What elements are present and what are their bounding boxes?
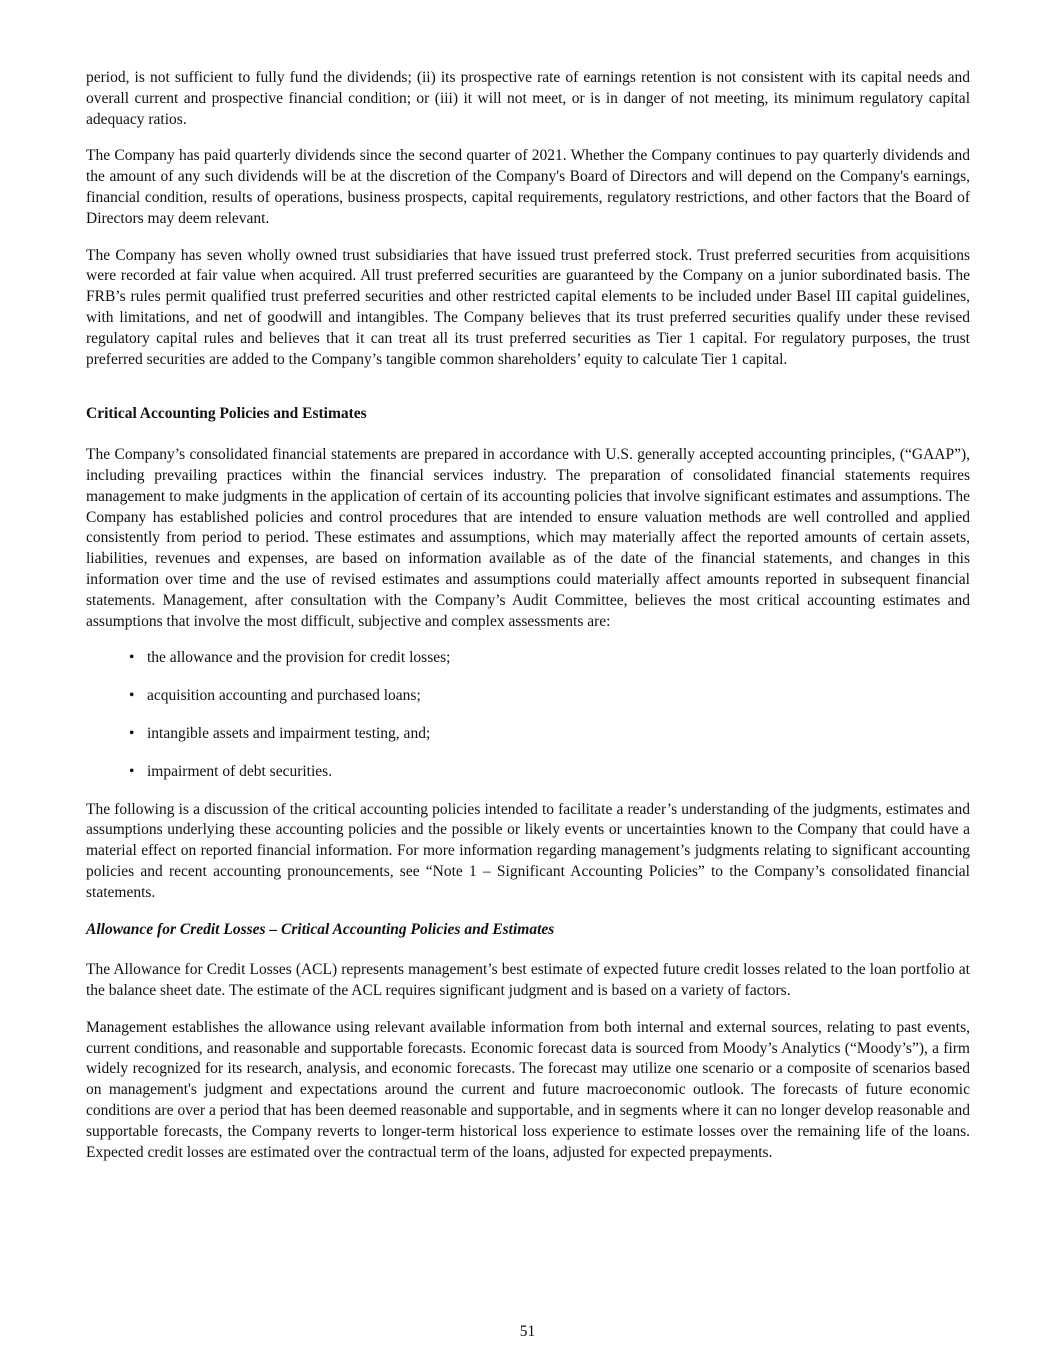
critical-estimates-list <box>86 648 970 782</box>
paragraph-acl-definition: The Allowance for Credit Losses (ACL) represents management’s best estimate of expected future credit losses related to the loan portfolio at the balance sheet date. The estimate of the ACL requires significant judgment and is based on a variety of factors. <box>86 961 970 1000</box>
section-heading-critical-accounting: Critical Accounting Policies and Estimates <box>86 405 367 423</box>
list-item-text: the allowance and the provision for credit losses; <box>147 649 451 667</box>
list-item <box>86 724 970 745</box>
paragraph-trust-preferred: The Company has seven wholly owned trust subsidiaries that have issued trust preferred stock. Trust preferred securities from acquisitions were recorded at fair value when acquired. All trust preferred securities are guaranteed by the Company on a junior subordinated basis. The FRB’s rules permit qualified trust preferred securities and other restricted capital elements to be included under Basel III capital guidelines, with limitations, and net of goodwill and intangibles. The Company believes that its trust preferred securities qualify under these revised regulatory capital rules and believes that it can treat all its trust preferred securities as Tier 1 capital. For regulatory purposes, the trust preferred securities are added to the Company’s tangible common shareholders’ equity to calculate Tier 1 capital. <box>86 246 970 368</box>
page-number: 51 <box>519 1323 536 1340</box>
paragraph-acl-methodology: Management establishes the allowance using relevant available information from both internal and external sources, relating to past events, current conditions, and reasonable and supportable forecasts. Economic forecast data is sourced from Moody’s Analytics (“Moody’s”), a firm widely recognized for its research, analysis, and economic forecasts. The forecast may utilize one scenario or a composite of scenarios based on management's judgment and expectations around the current and future macroeconomic outlook. The forecasts of future economic conditions are over a period that has been deemed reasonable and supportable, and in segments where it can no longer develop reasonable and supportable forecasts, the Company reverts to longer-term historical loss experience to estimate losses over the remaining life of the loans. Expected credit losses are estimated over the contractual term of the loans, adjusted for expected prepayments. <box>86 1018 970 1161</box>
subsection-heading-acl: Allowance for Credit Losses – Critical Accounting Policies and Estimates <box>86 920 555 938</box>
paragraph-quarterly-dividends: The Company has paid quarterly dividends since the second quarter of 2021. Whether the Company continues to pay quarterly dividends and the amount of any such dividends will be at the discretion of the Company's Board of Directors and will depend on the Company's earnings, financial condition, results of operations, business prospects, capital requirements, regulatory restrictions, and other factors that the Board of Directors may deem relevant. <box>86 147 970 227</box>
paragraph-critical-intro: The Company’s consolidated financial statements are prepared in accordance with U.S. generally accepted accounting principles, (“GAAP”), including prevailing practices within the financial services industry. The preparation of consolidated financial statements requires management to make judgments in the application of certain of its accounting policies that involve significant estimates and assumptions. The Company has established policies and control procedures that are intended to ensure valuation methods are well controlled and applied consistently from period to period. These estimates and assumptions, which may materially affect the reported amounts of certain assets, liabilities, revenues and expenses, are based on information available as of the date of the financial statements, and changes in this information over time and the use of revised estimates and assumptions could materially affect amounts reported in subsequent financial statements. Management, after consultation with the Company’s Audit Committee, believes the most critical accounting estimates and assumptions that involve the most difficult, subjective and complex assessments are: <box>86 446 970 630</box>
list-item-text: intangible assets and impairment testing, and; <box>147 724 431 742</box>
list-item <box>86 762 970 783</box>
list-item <box>86 648 970 669</box>
bullet-icon: • <box>129 724 135 742</box>
bullet-icon: • <box>129 649 135 667</box>
paragraph-dividend-restrictions: period, is not sufficient to fully fund the dividends; (ii) its prospective rate of earnings retention is not consistent with its capital needs and overall current and prospective financial condition; or (iii) it will not meet, or is in danger of not meeting, its minimum regulatory capital adequacy ratios. <box>86 69 970 128</box>
bullet-icon: • <box>129 762 135 780</box>
list-item-text: acquisition accounting and purchased loans; <box>147 687 421 705</box>
paragraph-critical-discussion: The following is a discussion of the critical accounting policies intended to facilitate a reader’s understanding of the judgments, estimates and assumptions underlying these accounting policies and the possible or likely events or uncertainties known to the Company that could have a material effect on reported financial information. For more information regarding management’s judgments relating to significant accounting policies and recent accounting pronouncements, see “Note 1 – Significant Accounting Policies” to the Company’s consolidated financial statements. <box>86 800 970 901</box>
bullet-icon: • <box>129 687 135 705</box>
document-page <box>86 68 970 1179</box>
list-item-text: impairment of debt securities. <box>147 762 333 780</box>
list-item <box>86 686 970 707</box>
